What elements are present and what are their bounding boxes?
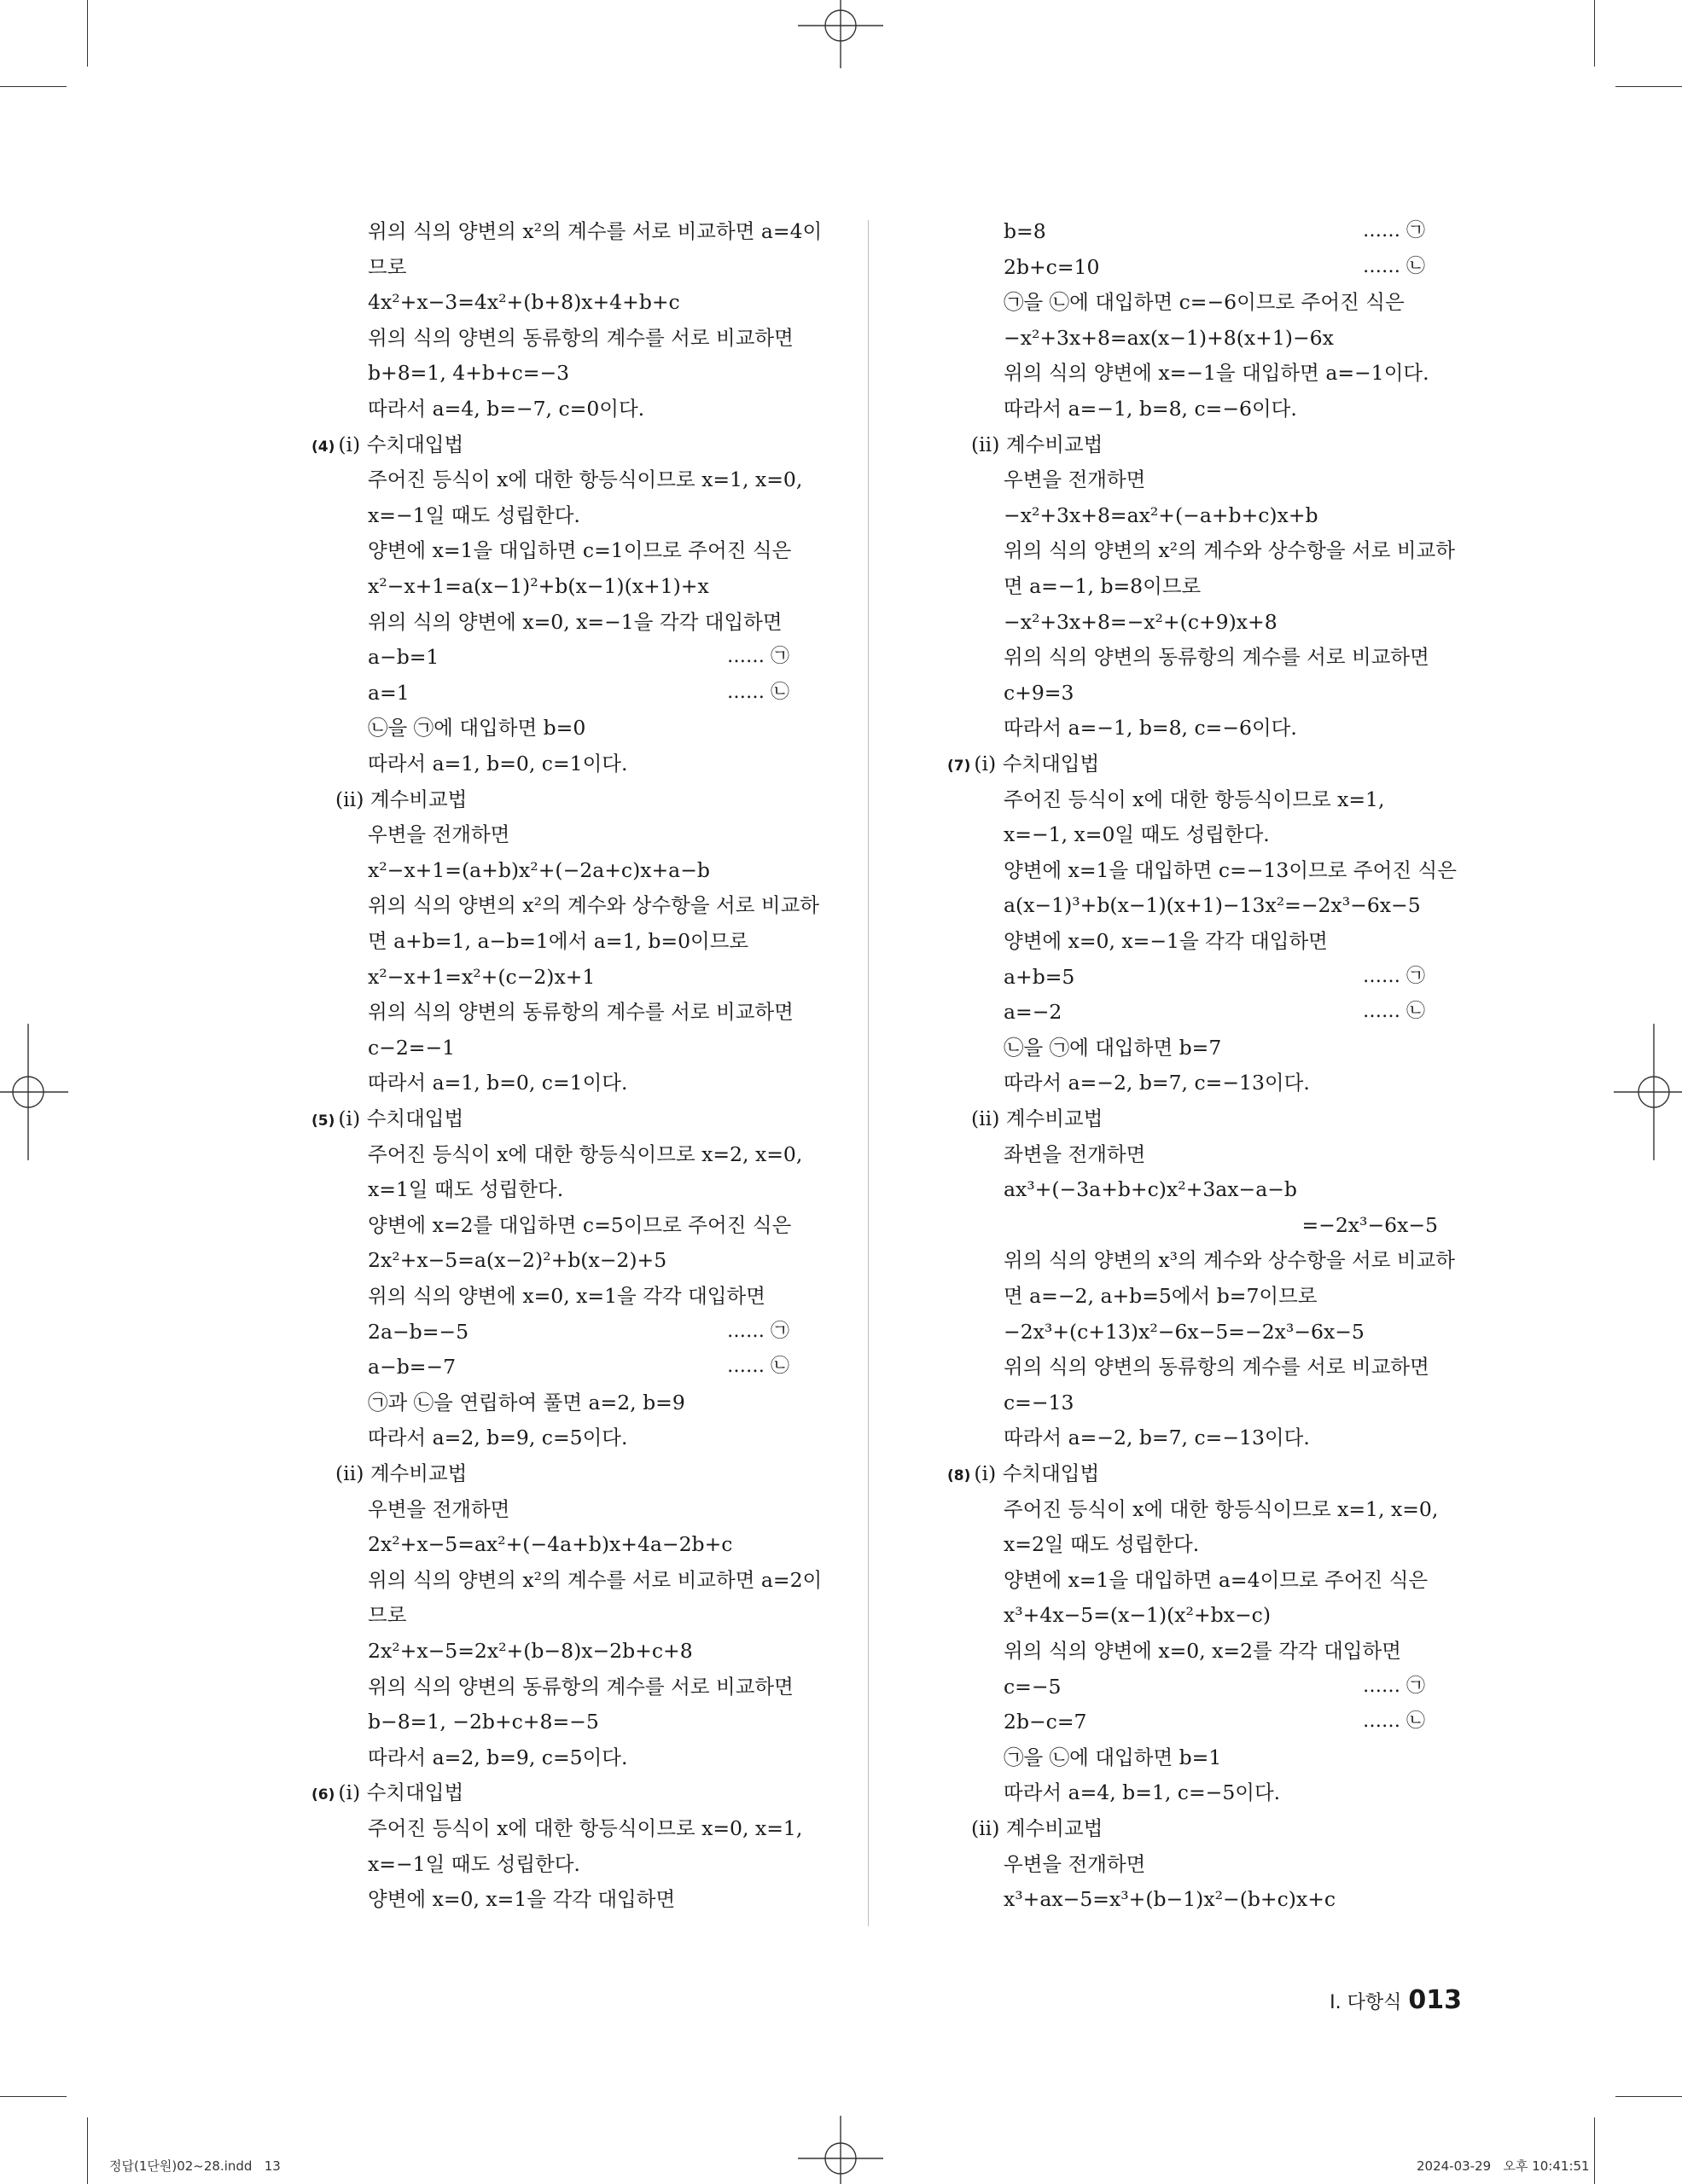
- solution-line: [1004, 604, 1459, 640]
- equation-marker: …… ㉠: [1363, 1675, 1425, 1697]
- line-text: 위의 식의 양변에 x=0, x=−1을 각각 대입하면: [368, 609, 783, 634]
- solution-line: [947, 746, 1459, 784]
- line-text: x=1일 때도 성립한다.: [368, 1177, 564, 1202]
- line-text: x²−x+1=(a+b)x²+(−2a+c)x+a−b: [368, 857, 710, 882]
- solution-line: [368, 1314, 789, 1350]
- solution-line: [1004, 816, 1459, 852]
- line-text: (ⅰ) 수치대입법: [974, 752, 1100, 775]
- solution-line: [368, 639, 789, 675]
- solution-line: [368, 1420, 824, 1455]
- solution-line: [368, 887, 824, 923]
- line-text: a=−2: [1004, 1000, 1062, 1025]
- line-text: x²−x+1=x²+(c−2)x+1: [368, 964, 596, 989]
- page-number: 013: [1408, 1985, 1462, 2015]
- solution-line: [368, 1136, 824, 1172]
- line-text: a−b=1: [368, 645, 439, 670]
- line-text: =−2x³−6x−5: [1301, 1212, 1438, 1237]
- line-text: b=8: [1004, 219, 1046, 243]
- solution-line: [368, 1030, 824, 1066]
- line-text: 위의 식의 양변의 x²의 계수를 서로 비교하면 a=4이: [368, 219, 823, 243]
- solution-line: [368, 675, 789, 711]
- solution-line: [1004, 1136, 1459, 1172]
- solution-line: [368, 355, 824, 391]
- line-text: (ⅱ) 계수비교법: [971, 1107, 1103, 1130]
- line-text: 양변에 x=0, x=−1을 각각 대입하면: [1004, 929, 1328, 953]
- line-text: c+9=3: [1004, 680, 1074, 705]
- line-text: 따라서 a=1, b=0, c=1이다.: [368, 1071, 628, 1095]
- solution-line: [368, 568, 824, 604]
- solution-line: [311, 427, 824, 465]
- line-text: 주어진 등식이 x에 대한 항등식이므로 x=0, x=1,: [368, 1816, 803, 1840]
- solution-line: [1004, 1740, 1459, 1775]
- line-text: (ⅱ) 계수비교법: [335, 1461, 468, 1485]
- equation-marker: …… ㉡: [727, 1356, 789, 1378]
- line-text: 양변에 x=1을 대입하면 a=4이므로 주어진 식은: [1004, 1567, 1429, 1592]
- solution-line: [368, 1810, 824, 1846]
- problem-number: (8): [947, 1467, 971, 1484]
- solution-line: [311, 1101, 824, 1139]
- line-text: (ⅰ) 수치대입법: [974, 1461, 1100, 1485]
- line-text: ax³+(−3a+b+c)x²+3ax−a−b: [1004, 1177, 1297, 1202]
- solution-line: [1004, 1030, 1459, 1066]
- solution-line: [368, 213, 824, 249]
- line-text: 따라서 a=4, b=−7, c=0이다.: [368, 397, 645, 421]
- line-text: (ⅱ) 계수비교법: [971, 1816, 1103, 1840]
- line-text: 우변을 전개하면: [368, 1496, 510, 1521]
- line-text: 위의 식의 양변의 동류항의 계수를 서로 비교하면: [1004, 1355, 1429, 1380]
- line-text: 양변에 x=0, x=1을 각각 대입하면: [368, 1887, 676, 1912]
- solution-line: [368, 1526, 824, 1562]
- slug-timestamp: 2024-03-29 오후 10:41:51: [1417, 2158, 1590, 2174]
- line-text: 우변을 전개하면: [1004, 1851, 1146, 1876]
- equation-marker: …… ㉠: [1363, 965, 1425, 987]
- equation-marker: …… ㉠: [727, 1320, 789, 1342]
- equation-marker: …… ㉡: [1363, 255, 1425, 277]
- solution-line: [368, 497, 824, 533]
- line-text: 위의 식의 양변의 동류항의 계수를 서로 비교하면: [368, 1000, 794, 1025]
- solution-line: [1004, 781, 1459, 817]
- line-text: a=1: [368, 680, 410, 705]
- line-text: 주어진 등식이 x에 대한 항등식이므로 x=1, x=0,: [368, 468, 803, 492]
- solution-line: [971, 1810, 1459, 1846]
- chapter-label: Ⅰ. 다항식: [1330, 1992, 1402, 2013]
- solution-line: [1004, 1420, 1459, 1455]
- solution-line: [368, 1597, 824, 1633]
- solution-line: [1004, 1385, 1459, 1420]
- page-footer: [1318, 1985, 1462, 2015]
- solution-line: [368, 1242, 824, 1278]
- equation-marker: …… ㉠: [727, 646, 789, 668]
- line-text: x=2일 때도 성립한다.: [1004, 1532, 1200, 1557]
- solution-line: [368, 994, 824, 1030]
- solution-line: [368, 284, 824, 320]
- solution-line: [971, 427, 1459, 462]
- line-text: 2b+c=10: [1004, 254, 1100, 279]
- line-text: x³+ax−5=x³+(b−1)x²−(b+c)x+c: [1004, 1887, 1336, 1912]
- line-text: 따라서 a=−1, b=8, c=−6이다.: [1004, 397, 1297, 421]
- solution-line: [1004, 852, 1459, 888]
- solution-line: [1004, 1597, 1459, 1633]
- line-text: ㉡을 ㉠에 대입하면 b=0: [368, 716, 586, 741]
- solution-line: [1004, 284, 1459, 320]
- solution-line: [1004, 1242, 1459, 1278]
- line-text: c−2=−1: [368, 1035, 456, 1060]
- line-text: 위의 식의 양변의 x³의 계수와 상수항을 서로 비교하: [1004, 1248, 1455, 1273]
- solution-line: [1004, 1846, 1459, 1882]
- line-text: 2x²+x−5=a(x−2)²+b(x−2)+5: [368, 1248, 667, 1273]
- column-divider: [868, 220, 869, 1926]
- line-text: (ⅱ) 계수비교법: [971, 432, 1103, 456]
- line-text: c=−5: [1004, 1674, 1062, 1699]
- line-text: 위의 식의 양변에 x=0, x=2를 각각 대입하면: [1004, 1639, 1401, 1663]
- solution-line: [947, 1207, 1438, 1243]
- line-text: b+8=1, 4+b+c=−3: [368, 361, 570, 386]
- line-text: 우변을 전개하면: [1004, 468, 1146, 492]
- line-text: b−8=1, −2b+c+8=−5: [368, 1710, 599, 1734]
- line-text: 위의 식의 양변에 x=−1을 대입하면 a=−1이다.: [1004, 361, 1429, 386]
- line-text: 따라서 a=−2, b=7, c=−13이다.: [1004, 1071, 1310, 1095]
- solution-line: [368, 532, 824, 568]
- line-text: −x²+3x+8=−x²+(c+9)x+8: [1004, 609, 1278, 634]
- solution-line: [971, 1101, 1459, 1136]
- solution-line: [1004, 462, 1459, 497]
- line-text: 2a−b=−5: [368, 1319, 469, 1344]
- solution-line: [1004, 1171, 1459, 1207]
- problem-number: (6): [311, 1786, 335, 1804]
- solution-line: [368, 816, 824, 852]
- line-text: ㉠을 ㉡에 대입하면 b=1: [1004, 1745, 1222, 1769]
- solution-line: [368, 604, 824, 640]
- solution-line: [1004, 887, 1459, 923]
- solution-line: [368, 320, 824, 356]
- line-text: 위의 식의 양변의 동류항의 계수를 서로 비교하면: [368, 1674, 794, 1699]
- line-text: x=−1일 때도 성립한다.: [368, 1851, 580, 1876]
- solution-line: [368, 710, 824, 746]
- solution-line: [368, 923, 824, 959]
- solution-line: [1004, 1633, 1459, 1669]
- solution-line: [1004, 497, 1459, 533]
- slug-file-info: 정답(1단원)02~28.indd 13: [109, 2158, 281, 2174]
- solution-line: [1004, 320, 1459, 356]
- line-text: 우변을 전개하면: [368, 822, 510, 847]
- solution-line: [1004, 355, 1459, 391]
- solution-line: [368, 1669, 824, 1705]
- solution-line: [368, 391, 824, 427]
- line-text: 주어진 등식이 x에 대한 항등식이므로 x=1,: [1004, 787, 1385, 811]
- line-text: 2x²+x−5=2x²+(b−8)x−2b+c+8: [368, 1639, 693, 1663]
- solution-line: [368, 852, 824, 888]
- line-text: 면 a+b=1, a−b=1에서 a=1, b=0이므로: [368, 929, 749, 953]
- solution-line: [1004, 391, 1459, 427]
- line-text: (ⅱ) 계수비교법: [335, 787, 468, 811]
- solution-line: [1004, 1065, 1459, 1101]
- line-text: ㉡을 ㉠에 대입하면 b=7: [1004, 1035, 1222, 1060]
- line-text: (ⅰ) 수치대입법: [338, 1107, 464, 1130]
- solution-line: [368, 1633, 824, 1669]
- line-text: 위의 식의 양변의 동류항의 계수를 서로 비교하면: [368, 325, 794, 350]
- line-text: 따라서 a=2, b=9, c=5이다.: [368, 1426, 628, 1450]
- line-text: 위의 식의 양변의 x²의 계수와 상수항을 서로 비교하: [1004, 538, 1455, 563]
- solution-line: [335, 781, 824, 817]
- solution-line: [368, 249, 824, 285]
- solution-line: [1004, 639, 1459, 675]
- solution-line: [1004, 710, 1459, 746]
- solution-line: [311, 1774, 824, 1813]
- line-text: ㉠과 ㉡을 연립하여 풀면 a=2, b=9: [368, 1390, 685, 1414]
- line-text: −2x³+(c+13)x²−6x−5=−2x³−6x−5: [1004, 1319, 1365, 1344]
- solution-line: [368, 1065, 824, 1101]
- solution-line: [368, 1171, 824, 1207]
- solution-line: [1004, 994, 1425, 1030]
- line-text: x²−x+1=a(x−1)²+b(x−1)(x+1)+x: [368, 574, 709, 598]
- solution-line: [368, 1491, 824, 1527]
- solution-line: [1004, 1669, 1425, 1705]
- registration-mark-right: [1614, 1024, 1682, 1160]
- solution-line: [368, 462, 824, 497]
- solution-line: [368, 1207, 824, 1243]
- line-text: c=−13: [1004, 1390, 1074, 1414]
- line-text: x=−1일 때도 성립한다.: [368, 502, 580, 527]
- line-text: 양변에 x=2를 대입하면 c=5이므로 주어진 식은: [368, 1212, 792, 1237]
- solution-line: [1004, 213, 1425, 249]
- registration-mark-top: [798, 0, 883, 68]
- solution-line: [1004, 1491, 1459, 1527]
- solution-line: [368, 1349, 789, 1385]
- line-text: −x²+3x+8=ax(x−1)+8(x+1)−6x: [1004, 325, 1334, 350]
- solution-line: [1004, 1881, 1459, 1917]
- line-text: ㉠을 ㉡에 대입하면 c=−6이므로 주어진 식은: [1004, 290, 1405, 315]
- solution-line: [1004, 1562, 1459, 1598]
- line-text: x=−1, x=0일 때도 성립한다.: [1004, 822, 1270, 847]
- line-text: 주어진 등식이 x에 대한 항등식이므로 x=1, x=0,: [1004, 1496, 1439, 1521]
- line-text: 면 a=−1, b=8이므로: [1004, 574, 1202, 598]
- solution-line: [1004, 1278, 1459, 1314]
- line-text: a(x−1)³+b(x−1)(x+1)−13x²=−2x³−6x−5: [1004, 893, 1421, 918]
- line-text: 2x²+x−5=ax²+(−4a+b)x+4a−2b+c: [368, 1532, 733, 1557]
- line-text: 2b−c=7: [1004, 1710, 1087, 1734]
- solution-line: [1004, 675, 1459, 711]
- line-text: (ⅰ) 수치대입법: [338, 1780, 464, 1805]
- line-text: a−b=−7: [368, 1355, 457, 1380]
- solution-line: [368, 1704, 824, 1740]
- solution-line: [1004, 923, 1459, 959]
- line-text: a+b=5: [1004, 964, 1075, 989]
- solution-line: [1004, 1314, 1459, 1350]
- registration-mark-bottom: [798, 2116, 883, 2184]
- solution-line: [368, 1881, 824, 1917]
- solution-line: [1004, 532, 1459, 568]
- line-text: 따라서 a=−2, b=7, c=−13이다.: [1004, 1426, 1310, 1450]
- line-text: 따라서 a=4, b=1, c=−5이다.: [1004, 1780, 1281, 1805]
- registration-mark-left: [0, 1024, 68, 1160]
- solution-line: [368, 746, 824, 781]
- solution-line: [368, 1740, 824, 1775]
- solution-line: [1004, 1704, 1425, 1740]
- line-text: 면 a=−2, a+b=5에서 b=7이므로: [1004, 1284, 1318, 1308]
- line-text: 므로: [368, 1603, 407, 1628]
- equation-marker: …… ㉡: [727, 681, 789, 703]
- line-text: 위의 식의 양변에 x=0, x=1을 각각 대입하면: [368, 1284, 765, 1308]
- solution-line: [1004, 959, 1425, 995]
- solution-line: [1004, 249, 1425, 285]
- line-text: x³+4x−5=(x−1)(x²+bx−c): [1004, 1603, 1271, 1628]
- equation-marker: …… ㉡: [1363, 1001, 1425, 1023]
- problem-number: (7): [947, 758, 971, 775]
- line-text: (ⅰ) 수치대입법: [338, 432, 464, 456]
- line-text: 따라서 a=1, b=0, c=1이다.: [368, 752, 628, 775]
- solution-line: [947, 1455, 1459, 1494]
- line-text: 좌변을 전개하면: [1004, 1141, 1146, 1166]
- solution-line: [368, 1846, 824, 1882]
- problem-number: (5): [311, 1112, 335, 1130]
- line-text: 4x²+x−3=4x²+(b+8)x+4+b+c: [368, 290, 680, 315]
- line-text: 따라서 a=2, b=9, c=5이다.: [368, 1745, 628, 1769]
- solution-line: [368, 1278, 824, 1314]
- problem-number: (4): [311, 438, 335, 456]
- solution-line: [1004, 1349, 1459, 1385]
- solution-line: [368, 1562, 824, 1598]
- solution-line: [335, 1455, 824, 1491]
- line-text: 양변에 x=1을 대입하면 c=1이므로 주어진 식은: [368, 538, 792, 563]
- line-text: 위의 식의 양변의 x²의 계수와 상수항을 서로 비교하: [368, 893, 819, 918]
- line-text: 양변에 x=1을 대입하면 c=−13이므로 주어진 식은: [1004, 857, 1457, 882]
- solution-line: [368, 959, 824, 995]
- equation-marker: …… ㉠: [1363, 220, 1425, 241]
- line-text: 따라서 a=−1, b=8, c=−6이다.: [1004, 716, 1297, 741]
- line-text: 위의 식의 양변의 동류항의 계수를 서로 비교하면: [1004, 645, 1429, 670]
- line-text: 주어진 등식이 x에 대한 항등식이므로 x=2, x=0,: [368, 1141, 803, 1166]
- line-text: 므로: [368, 254, 407, 279]
- solution-line: [1004, 1774, 1459, 1810]
- solution-line: [368, 1385, 824, 1420]
- equation-marker: …… ㉡: [1363, 1711, 1425, 1733]
- solution-line: [1004, 1526, 1459, 1562]
- solution-line: [1004, 568, 1459, 604]
- line-text: −x²+3x+8=ax²+(−a+b+c)x+b: [1004, 502, 1318, 527]
- line-text: 위의 식의 양변의 x²의 계수를 서로 비교하면 a=2이: [368, 1567, 823, 1592]
